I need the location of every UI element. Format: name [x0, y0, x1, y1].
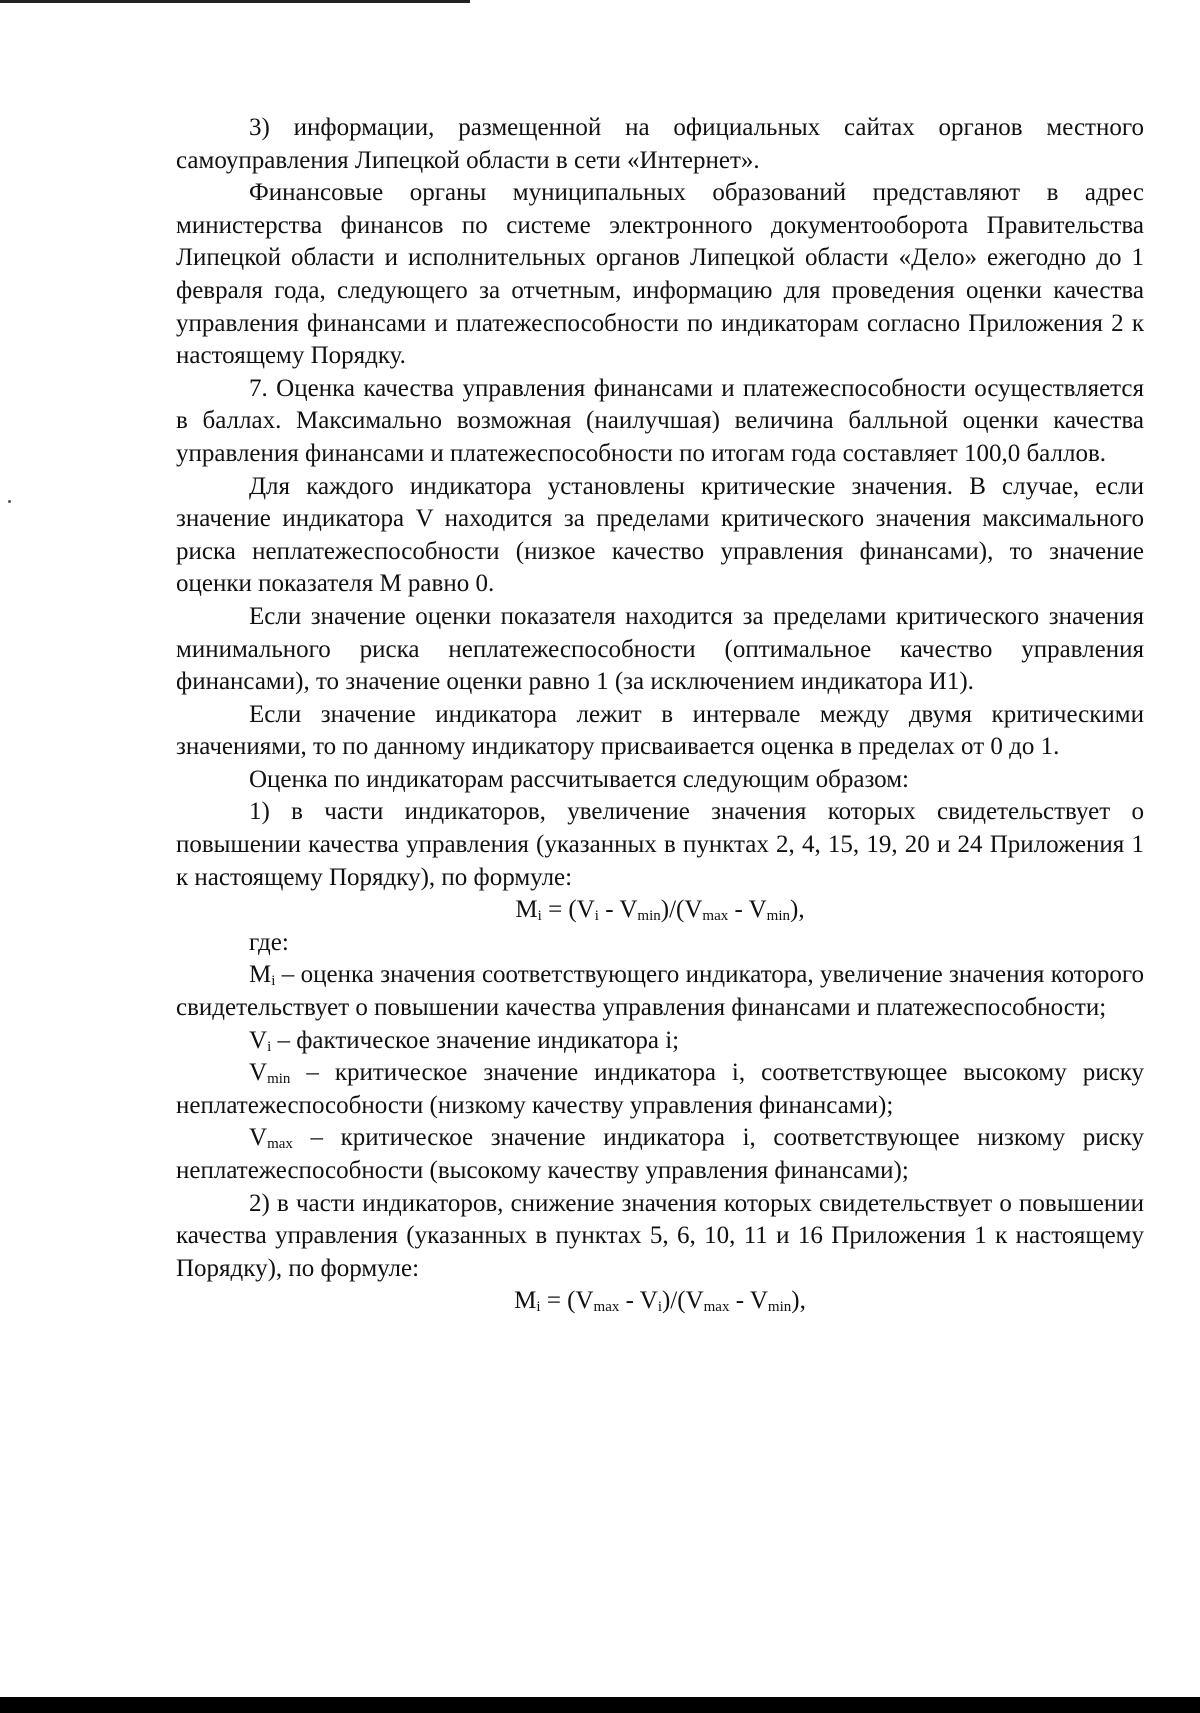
paragraph-increase-indicators: 1) в части индикаторов, увеличение значения которых свидетельствует о повышении качества управления (указанных в пунктах 2, 4, 15, 19, 20 и 24 Приложения 1 к настоящему Порядку), по формуле: [176, 798, 1144, 891]
paragraph-critical-values: Для каждого индикатора установлены критические значения. В случае, если значение индикатора V находится за пределами критического значения максимального риска неплатежеспособности (низкое качество управления финансами), то значение оценки показателя M равно 0. [176, 472, 1144, 598]
bottom-scan-border [0, 1697, 1200, 1713]
top-scan-rule [0, 0, 470, 3]
paragraph-interval: Если значение индикатора лежит в интервале между двумя критическими значениями, то по данному индикатору присваивается оценка в пределах от 0 до 1. [176, 700, 1144, 761]
definition-vi: $V_i$ – фактическое значение индикатора i; [249, 1026, 680, 1055]
definition-vmax: $V_{max}$ – критическое значение индикатора i, соответствующее низкому риску неплатежеспособности (высокому качеству управления финансами); [176, 1124, 1144, 1184]
formula-decrease: $M_i = (V_{max} - V_i)/(V_{max} - V_{min})$, [514, 1287, 806, 1316]
formula-increase: $M_i = (V_i - V_{min})/(V_{max} - V_{min})$, [515, 896, 805, 925]
paragraph-optimal-value: Если значение оценки показателя находится за пределами критического значения минимального риска неплатежеспособности (оптимальное качество управления финансами), то значение оценки равно 1 (за исключением индикатора И1). [176, 602, 1144, 696]
definition-vmin: $V_{min}$ – критическое значение индикатора i, соответствующее высокому риску неплатежеспособности (низкому качеству управления финансами); [176, 1059, 1144, 1119]
paragraph-decrease-indicators: 2) в части индикаторов, снижение значения которых свидетельствует о повышении качества управления (указанных в пунктах 5, 6, 10, 11 и 16 Приложения 1 к настоящему Порядку), по формуле: [176, 1189, 1144, 1282]
paragraph-where: где: [249, 928, 289, 956]
paragraph-calculation-intro: Оценка по индикаторам рассчитывается следующим образом: [249, 765, 909, 793]
definition-mi: $M_i$ – оценка значения соответствующего индикатора, увеличение значения которого свидетельствует о повышении качества управления финансами и платежеспособности; [176, 961, 1144, 1022]
document-page [176, 112, 1144, 1318]
paragraph-section-7: 7. Оценка качества управления финансами и платежеспособности осуществляется в баллах. Максимально возможная (наилучшая) величина балльной оценки качества управления финансами и платежеспособности по итогам года составляет 100,0 баллов. [176, 374, 1144, 467]
scan-speck [8, 500, 11, 503]
paragraph-financial-bodies: Финансовые органы муниципальных образований представляют в адрес министерства финансов по системе электронного документооборота Правительства Липецкой области и исполнительных органов Липецкой области «Дело» ежегодно до 1 февраля года, следующего за отчетным, информацию для проведения оценки качества управления финансами и платежеспособности по индикаторам согласно Приложения 2 к настоящему Порядку. [176, 179, 1144, 370]
paragraph-item-3: 3) информации, размещенной на официальных сайтах органов местного самоуправления Липецкой области в сети «Интернет». [176, 114, 1144, 174]
